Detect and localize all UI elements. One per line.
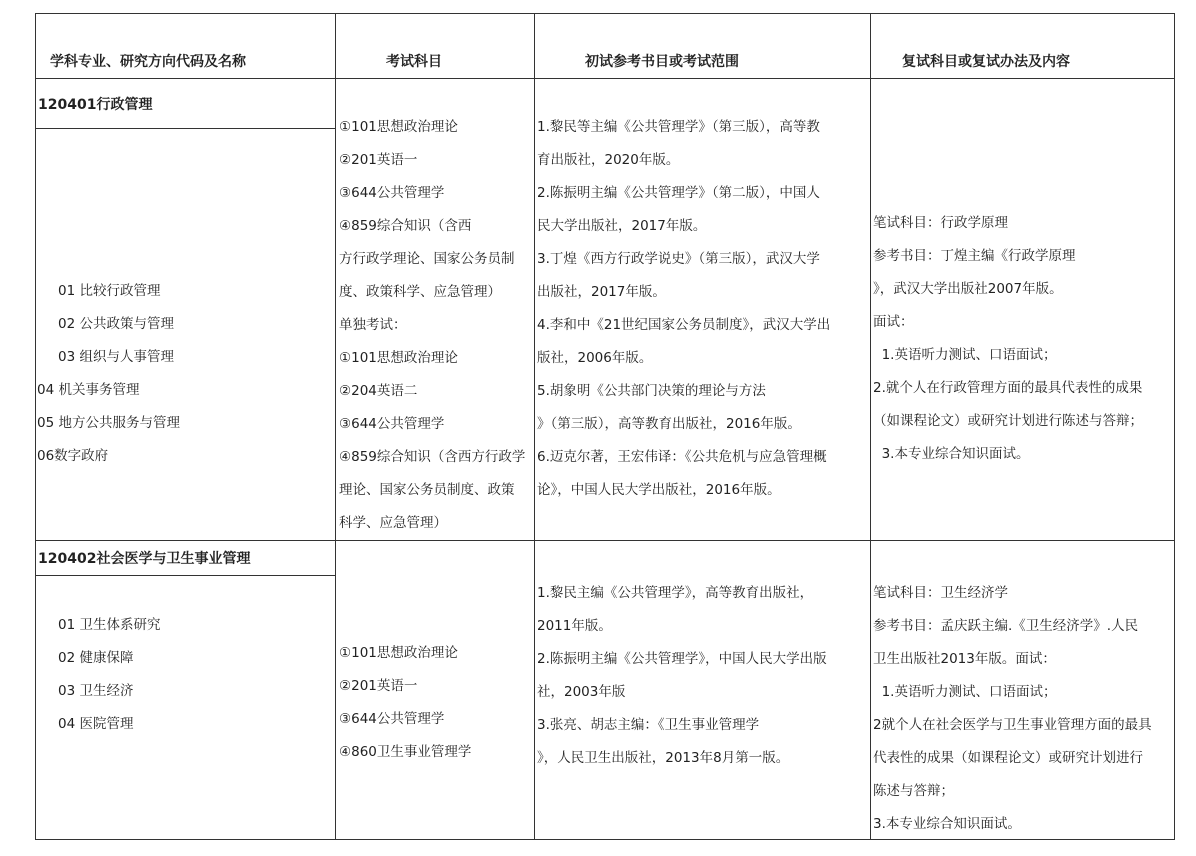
exam-item: ②204英语二 [339, 383, 418, 399]
book-line: 》（第三版），高等教育出版社，2016年版。 [537, 416, 801, 432]
retest-line: 1.英语听力测试、口语面试； [873, 347, 1057, 363]
book-line: 3.丁煌《西方行政学说史》（第三版），武汉大学 [537, 251, 820, 267]
exam-item: ②201英语一 [339, 152, 418, 168]
exam-item: ④860卫生事业管理学 [339, 744, 472, 760]
program1-title-divider [35, 128, 335, 129]
retest-line: 1.英语听力测试、口语面试； [873, 684, 1057, 700]
header-col3: 初试参考书目或考试范围 [585, 54, 739, 70]
header-col4: 复试科目或复试办法及内容 [902, 54, 1070, 70]
retest-line: 代表性的成果（如课程论文）或研究计划进行 [873, 750, 1143, 766]
book-line: 6.迈克尔著，王宏伟译：《公共危机与应急管理概 [537, 449, 827, 465]
exam-item: ②201英语一 [339, 678, 418, 694]
book-line: 2.陈振明主编《公共管理学》（第二版），中国人 [537, 185, 820, 201]
exam-item: 度、政策科学、应急管理） [339, 284, 501, 300]
program1-retest [873, 207, 1143, 471]
direction-item: 05 地方公共服务与管理 [37, 415, 180, 431]
exam-item: ①101思想政治理论 [339, 119, 458, 135]
direction-item: 03 组织与人事管理 [58, 349, 174, 365]
exam-item: 科学、应急管理） [339, 515, 447, 531]
retest-line: （如课程论文）或研究计划进行陈述与答辩； [873, 413, 1143, 429]
book-line: 1.黎民主编《公共管理学》，高等教育出版社， [537, 585, 814, 601]
program1-books [537, 111, 830, 507]
retest-line: 3.本专业综合知识面试。 [873, 446, 1030, 462]
program1-title: 120401行政管理 [38, 97, 153, 113]
retest-line: 卫生出版社2013年版。面试： [873, 651, 1056, 667]
exam-item: ③644公共管理学 [339, 711, 445, 727]
exam-item: 方行政学理论、国家公务员制 [339, 251, 515, 267]
retest-line: 笔试科目：行政学原理 [873, 215, 1008, 231]
exam-item: ③644公共管理学 [339, 185, 445, 201]
program2-title: 120402社会医学与卫生事业管理 [38, 551, 251, 567]
direction-item: 04 机关事务管理 [37, 382, 140, 398]
exam-item: 理论、国家公务员制度、政策 [339, 482, 515, 498]
book-line: 出版社，2017年版。 [537, 284, 666, 300]
book-line: 5.胡象明《公共部门决策的理论与方法 [537, 383, 766, 399]
book-line: 版社，2006年版。 [537, 350, 653, 366]
exam-item: 单独考试： [339, 317, 407, 333]
direction-item: 01 比较行政管理 [58, 283, 161, 299]
exam-item: ①101思想政治理论 [339, 645, 458, 661]
col-divider-3 [870, 13, 871, 840]
program2-exams [339, 637, 471, 769]
col-divider-2 [534, 13, 535, 840]
program1-directions [37, 275, 180, 473]
exam-item: ④859综合知识（含西 [339, 218, 472, 234]
retest-line: 陈述与答辩； [873, 783, 954, 799]
direction-item: 04 医院管理 [58, 716, 134, 732]
retest-line: 参考书目：孟庆跃主编.《卫生经济学》.人民 [873, 618, 1139, 634]
book-line: 民大学出版社，2017年版。 [537, 218, 707, 234]
program1-exams [339, 111, 525, 540]
header-divider [35, 78, 1175, 79]
book-line: 4.李和中《21世纪国家公务员制度》，武汉大学出 [537, 317, 831, 333]
header-col1: 学科专业、研究方向代码及名称 [50, 54, 246, 70]
exam-item: ①101思想政治理论 [339, 350, 458, 366]
program2-title-divider [35, 575, 335, 576]
direction-item: 02 健康保障 [58, 650, 134, 666]
retest-line: 笔试科目：卫生经济学 [873, 585, 1008, 601]
book-line: 2011年版。 [537, 618, 612, 634]
book-line: 论》，中国人民大学出版社，2016年版。 [537, 482, 781, 498]
exam-item: ③644公共管理学 [339, 416, 445, 432]
col-divider-1 [335, 13, 336, 840]
book-line: 2.陈振明主编《公共管理学》，中国人民大学出版 [537, 651, 827, 667]
retest-line: 面试： [873, 314, 914, 330]
retest-line: 2就个人在社会医学与卫生事业管理方面的最具 [873, 717, 1152, 733]
direction-item: 02 公共政策与管理 [58, 316, 174, 332]
book-line: 》，人民卫生出版社，2013年8月第一版。 [537, 750, 790, 766]
book-line: 1.黎民等主编《公共管理学》（第三版），高等教 [537, 119, 820, 135]
program2-retest [873, 577, 1152, 841]
direction-item: 01 卫生体系研究 [58, 617, 161, 633]
exam-item: ④859综合知识（含西方行政学 [339, 449, 526, 465]
book-line: 社，2003年版 [537, 684, 626, 700]
direction-item: 03 卫生经济 [58, 683, 134, 699]
program-divider [35, 540, 1175, 541]
book-line: 3.张亮、胡志主编：《卫生事业管理学 [537, 717, 760, 733]
retest-line: 参考书目：丁煌主编《行政学原理 [873, 248, 1076, 264]
retest-line: 》，武汉大学出版社2007年版。 [873, 281, 1063, 297]
direction-item: 06数字政府 [37, 448, 109, 464]
retest-line: 3.本专业综合知识面试。 [873, 816, 1021, 832]
program2-books [537, 577, 827, 775]
program2-directions [58, 609, 160, 741]
book-line: 育出版社，2020年版。 [537, 152, 680, 168]
retest-line: 2.就个人在行政管理方面的最具代表性的成果 [873, 380, 1143, 396]
header-col2: 考试科目 [386, 54, 442, 70]
